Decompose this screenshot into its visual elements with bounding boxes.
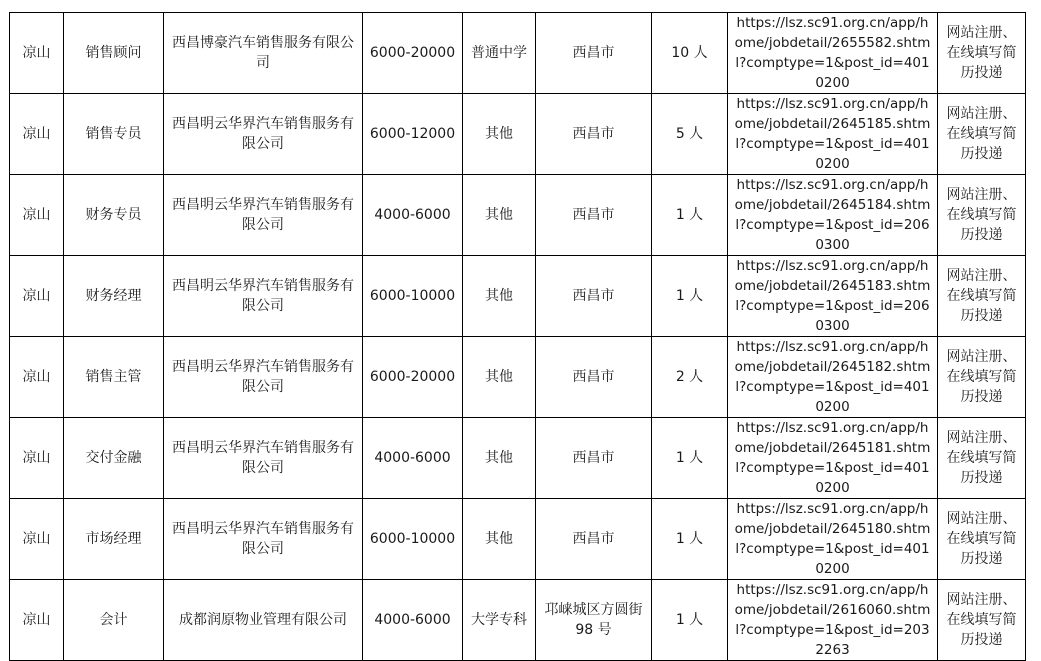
headcount-cell: 1 人 xyxy=(652,256,728,337)
url-cell: https://lsz.sc91.org.cn/app/home/jobdetail/2645181.shtml?comptype=1&post_id=4010200 xyxy=(728,418,938,499)
url-cell: https://lsz.sc91.org.cn/app/home/jobdetail/2645180.shtml?comptype=1&post_id=4010200 xyxy=(728,499,938,580)
salary-cell: 6000-20000 xyxy=(363,13,463,94)
company-cell: 西昌明云华界汽车销售服务有限公司 xyxy=(164,418,363,499)
location-cell: 西昌市 xyxy=(536,337,652,418)
url-cell: https://lsz.sc91.org.cn/app/home/jobdetail/2655582.shtml?comptype=1&post_id=4010200 xyxy=(728,13,938,94)
location-cell: 西昌市 xyxy=(536,175,652,256)
salary-cell: 6000-20000 xyxy=(363,337,463,418)
education-cell: 其他 xyxy=(463,175,536,256)
education-cell: 大学专科 xyxy=(463,580,536,661)
location-cell: 西昌市 xyxy=(536,418,652,499)
application-method-cell: 网站注册、在线填写简历投递 xyxy=(938,337,1026,418)
location-cell: 西昌市 xyxy=(536,94,652,175)
region-cell: 凉山 xyxy=(10,418,64,499)
company-cell: 西昌博豪汽车销售服务有限公司 xyxy=(164,13,363,94)
education-cell: 其他 xyxy=(463,418,536,499)
region-cell: 凉山 xyxy=(10,94,64,175)
region-cell: 凉山 xyxy=(10,499,64,580)
position-cell: 市场经理 xyxy=(64,499,164,580)
url-cell: https://lsz.sc91.org.cn/app/home/jobdetail/2645185.shtml?comptype=1&post_id=4010200 xyxy=(728,94,938,175)
education-cell: 其他 xyxy=(463,499,536,580)
company-cell: 西昌明云华界汽车销售服务有限公司 xyxy=(164,256,363,337)
location-cell: 邛崃城区方圆街98 号 xyxy=(536,580,652,661)
position-cell: 交付金融 xyxy=(64,418,164,499)
url-cell: https://lsz.sc91.org.cn/app/home/jobdetail/2616060.shtml?comptype=1&post_id=2032263 xyxy=(728,580,938,661)
url-cell: https://lsz.sc91.org.cn/app/home/jobdetail/2645184.shtml?comptype=1&post_id=2060300 xyxy=(728,175,938,256)
education-cell: 普通中学 xyxy=(463,13,536,94)
company-cell: 西昌明云华界汽车销售服务有限公司 xyxy=(164,94,363,175)
position-cell: 财务专员 xyxy=(64,175,164,256)
position-cell: 销售主管 xyxy=(64,337,164,418)
education-cell: 其他 xyxy=(463,256,536,337)
headcount-cell: 1 人 xyxy=(652,175,728,256)
headcount-cell: 5 人 xyxy=(652,94,728,175)
application-method-cell: 网站注册、在线填写简历投递 xyxy=(938,256,1026,337)
application-method-cell: 网站注册、在线填写简历投递 xyxy=(938,175,1026,256)
company-cell: 西昌明云华界汽车销售服务有限公司 xyxy=(164,175,363,256)
salary-cell: 4000-6000 xyxy=(363,580,463,661)
company-cell: 西昌明云华界汽车销售服务有限公司 xyxy=(164,499,363,580)
location-cell: 西昌市 xyxy=(536,13,652,94)
application-method-cell: 网站注册、在线填写简历投递 xyxy=(938,418,1026,499)
region-cell: 凉山 xyxy=(10,175,64,256)
position-cell: 会计 xyxy=(64,580,164,661)
salary-cell: 6000-12000 xyxy=(363,94,463,175)
table-row xyxy=(10,13,1026,94)
position-cell: 财务经理 xyxy=(64,256,164,337)
headcount-cell: 2 人 xyxy=(652,337,728,418)
job-listing-table xyxy=(9,12,1026,661)
table-row xyxy=(10,175,1026,256)
salary-cell: 4000-6000 xyxy=(363,175,463,256)
table-row xyxy=(10,418,1026,499)
table-row xyxy=(10,580,1026,661)
headcount-cell: 1 人 xyxy=(652,418,728,499)
application-method-cell: 网站注册、在线填写简历投递 xyxy=(938,499,1026,580)
url-cell: https://lsz.sc91.org.cn/app/home/jobdetail/2645182.shtml?comptype=1&post_id=4010200 xyxy=(728,337,938,418)
salary-cell: 6000-10000 xyxy=(363,256,463,337)
table-row xyxy=(10,337,1026,418)
headcount-cell: 1 人 xyxy=(652,499,728,580)
region-cell: 凉山 xyxy=(10,580,64,661)
table-row xyxy=(10,256,1026,337)
headcount-cell: 10 人 xyxy=(652,13,728,94)
region-cell: 凉山 xyxy=(10,256,64,337)
application-method-cell: 网站注册、在线填写简历投递 xyxy=(938,94,1026,175)
region-cell: 凉山 xyxy=(10,337,64,418)
application-method-cell: 网站注册、在线填写简历投递 xyxy=(938,13,1026,94)
salary-cell: 6000-10000 xyxy=(363,499,463,580)
location-cell: 西昌市 xyxy=(536,256,652,337)
company-cell: 成都润原物业管理有限公司 xyxy=(164,580,363,661)
company-cell: 西昌明云华界汽车销售服务有限公司 xyxy=(164,337,363,418)
education-cell: 其他 xyxy=(463,337,536,418)
education-cell: 其他 xyxy=(463,94,536,175)
table-body xyxy=(10,13,1026,661)
region-cell: 凉山 xyxy=(10,13,64,94)
position-cell: 销售专员 xyxy=(64,94,164,175)
table-row xyxy=(10,94,1026,175)
url-cell: https://lsz.sc91.org.cn/app/home/jobdetail/2645183.shtml?comptype=1&post_id=2060300 xyxy=(728,256,938,337)
salary-cell: 4000-6000 xyxy=(363,418,463,499)
location-cell: 西昌市 xyxy=(536,499,652,580)
table-row xyxy=(10,499,1026,580)
position-cell: 销售顾问 xyxy=(64,13,164,94)
headcount-cell: 1 人 xyxy=(652,580,728,661)
application-method-cell: 网站注册、在线填写简历投递 xyxy=(938,580,1026,661)
